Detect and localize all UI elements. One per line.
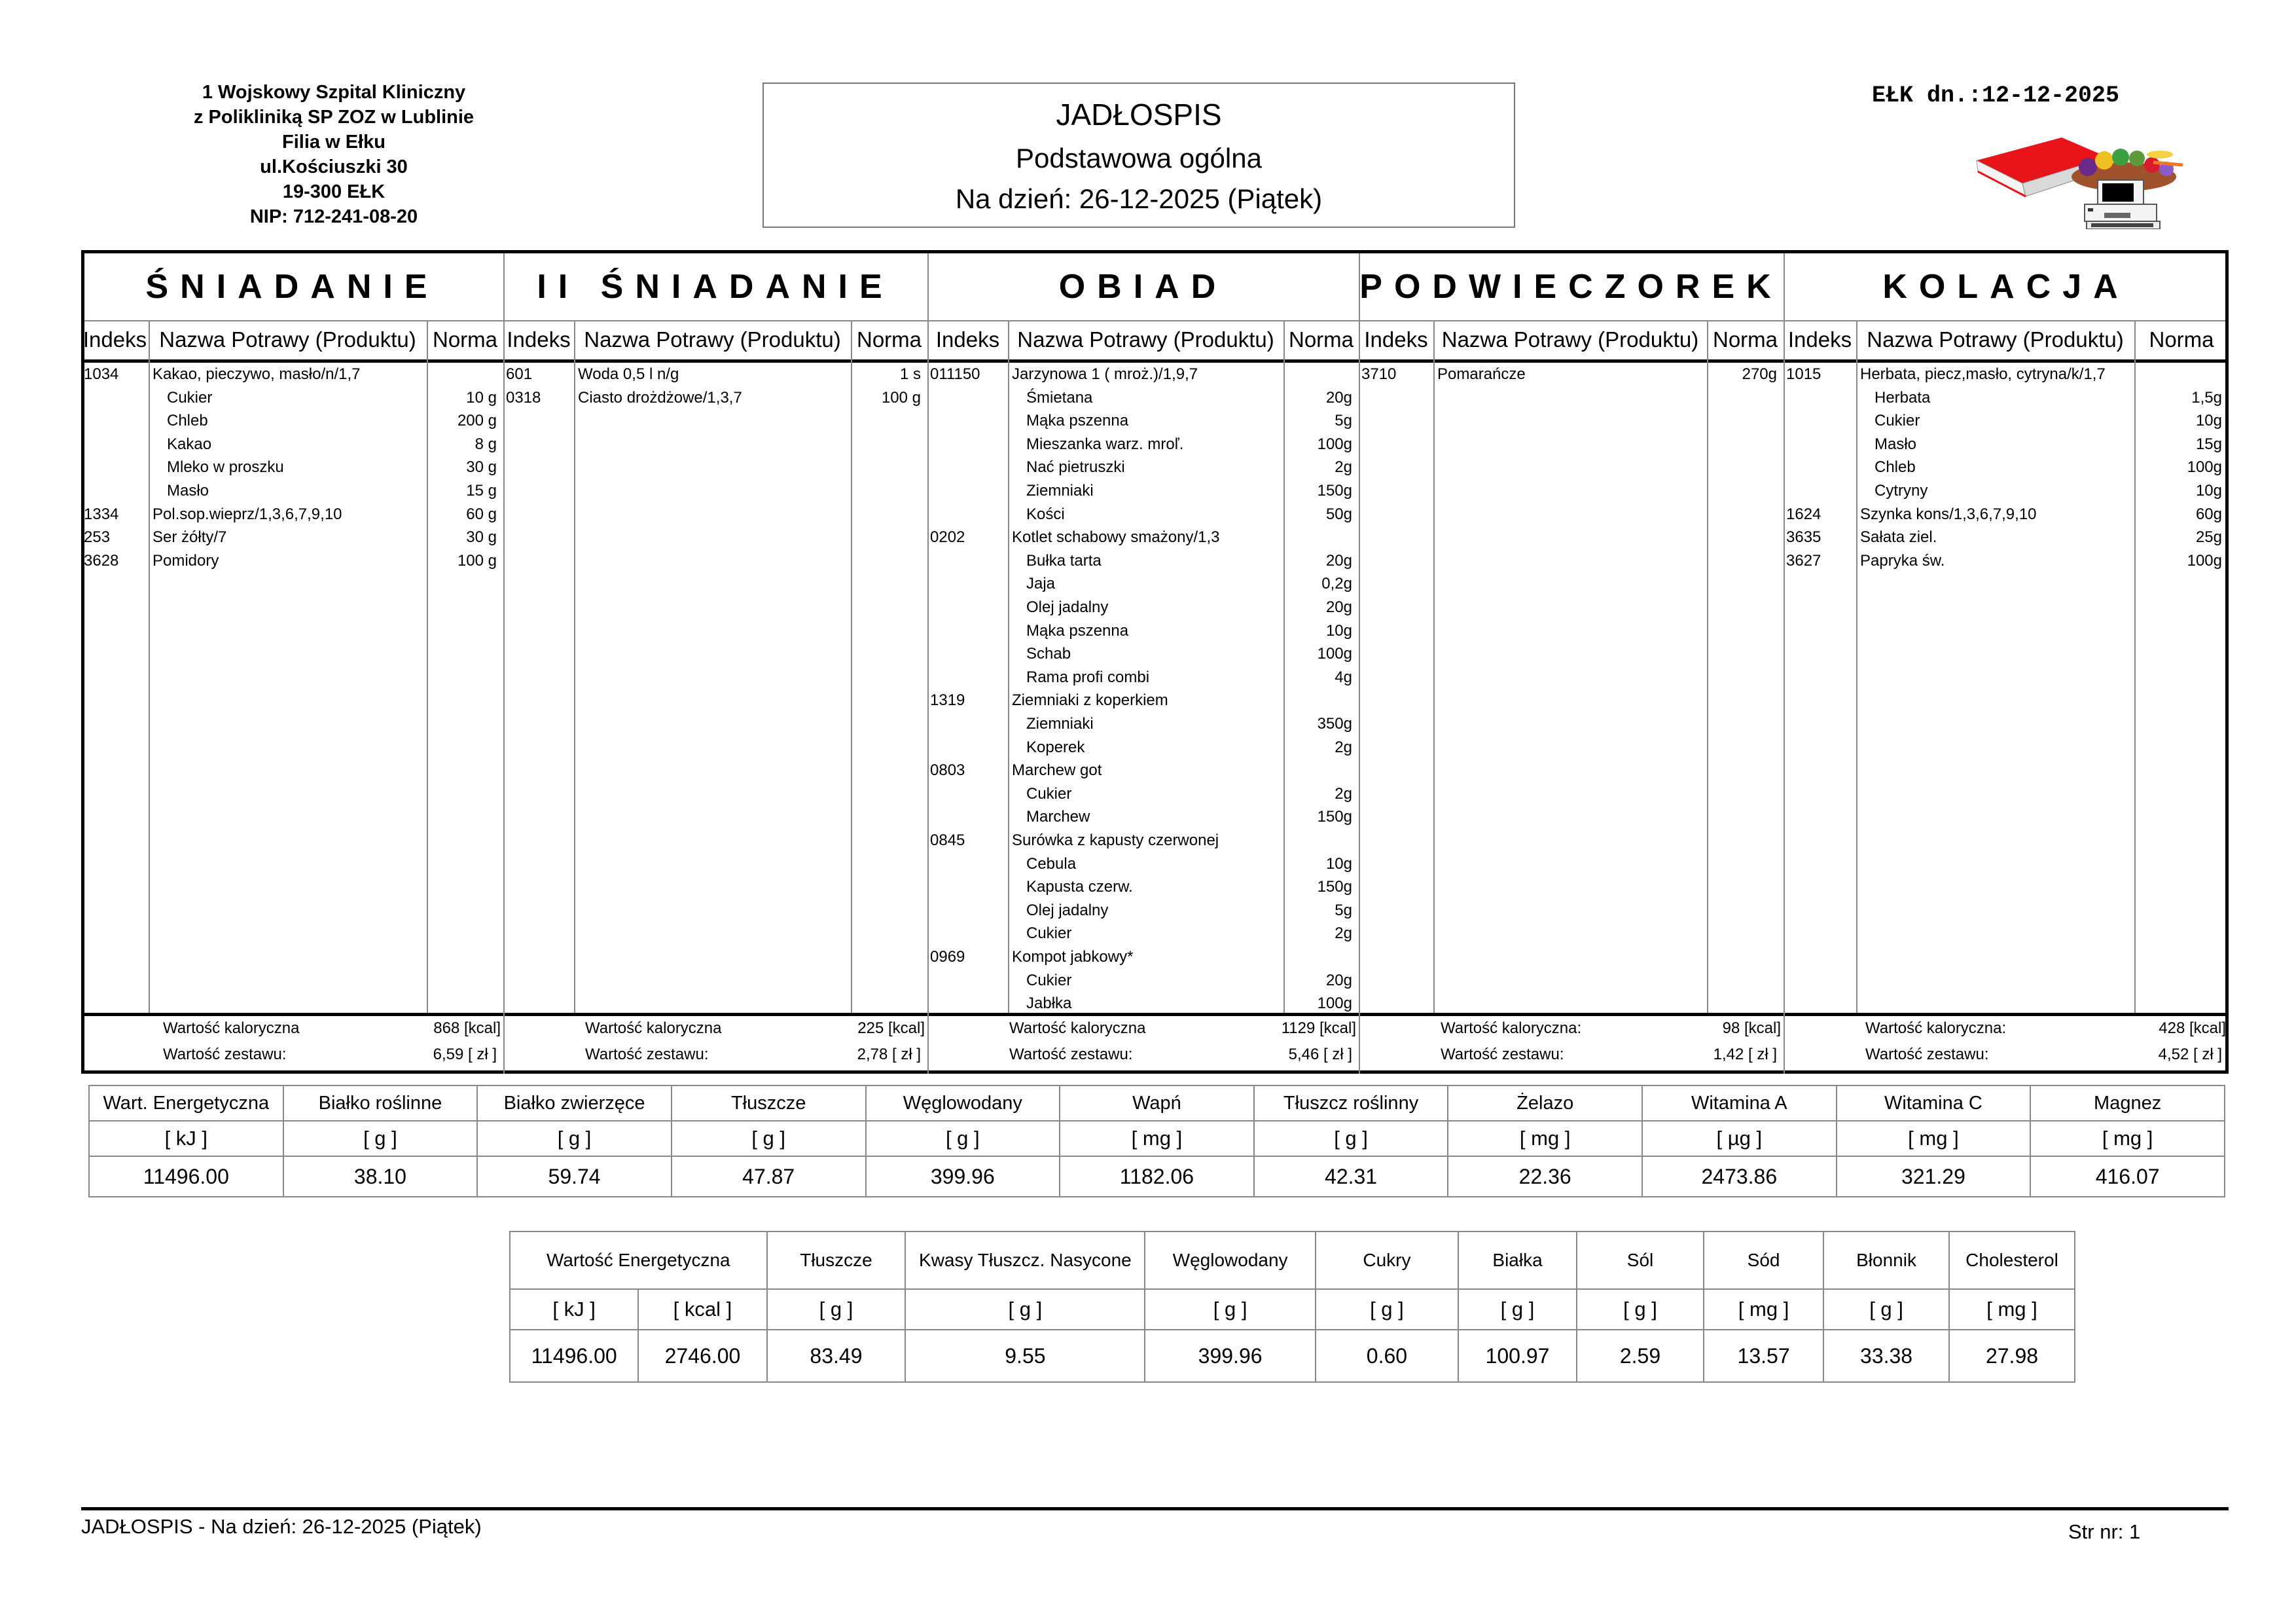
nut2-value: 13.57 xyxy=(1704,1330,1823,1382)
nut2-unit: [ g ] xyxy=(1823,1289,1949,1330)
dish-name: Kotlet schabowy smażony/1,3 xyxy=(1012,528,1220,547)
ingredient-name: Herbata xyxy=(1874,388,1931,407)
nut1-value: 38.10 xyxy=(283,1156,478,1197)
cost-label: Wartość zestawu: xyxy=(585,1046,709,1063)
ingredient-name: Chleb xyxy=(167,412,208,430)
dish-index xyxy=(927,875,1011,899)
nut1-header: Białko roślinne xyxy=(283,1085,478,1121)
dish-index xyxy=(927,969,1011,993)
dish-index xyxy=(927,899,1011,922)
column-header-norm: Norma xyxy=(432,327,498,352)
meal-title: KOLACJA xyxy=(1882,268,2130,306)
ingredient-name: Kapusta czerw. xyxy=(1026,878,1133,896)
cost-label: Wartość zestawu: xyxy=(1865,1046,1989,1063)
footer-divider xyxy=(81,1507,2229,1510)
dish-index xyxy=(927,852,1011,876)
nut1-unit: [ g ] xyxy=(672,1121,866,1156)
calorie-label: Wartość kaloryczna: xyxy=(1865,1019,2007,1037)
portion-norm: 20g xyxy=(1325,388,1352,407)
dish-name: Ziemniaki z koperkiem xyxy=(1012,691,1168,710)
dish-index: 0202 xyxy=(930,528,965,547)
nut1-value: 22.36 xyxy=(1448,1156,1642,1197)
meal-title: ŚNIADANIE xyxy=(145,268,439,306)
nut2-value: 83.49 xyxy=(767,1330,906,1382)
nut1-header: Tłuszcz roślinny xyxy=(1254,1085,1448,1121)
ingredient-name: Śmietana xyxy=(1026,388,1093,407)
column-header-norm: Norma xyxy=(1288,327,1354,352)
nut2-unit: [ g ] xyxy=(905,1289,1145,1330)
column-header-name: Nazwa Potrawy (Produktu) xyxy=(159,327,416,352)
ingredient-name: Cukier xyxy=(1026,784,1072,803)
ingredient-name: Cebula xyxy=(1026,854,1077,873)
ingredient-name: Rama profi combi xyxy=(1026,668,1150,686)
ingredient-name: Jabłka xyxy=(1026,994,1072,1013)
column-header-index: Indeks xyxy=(1364,327,1428,352)
dish-name: Marchew got xyxy=(1012,761,1102,780)
footer-title: JADŁOSPIS - Na dzień: 26-12-2025 (Piątek) xyxy=(81,1515,482,1538)
nut1-unit: [ kJ ] xyxy=(89,1121,283,1156)
portion-norm: 15g xyxy=(2195,435,2222,453)
nut2-unit: [ g ] xyxy=(1316,1289,1458,1330)
portion-norm: 1,5g xyxy=(2191,388,2222,407)
portion-norm: 60g xyxy=(2195,505,2222,523)
nut2-value: 11496.00 xyxy=(510,1330,638,1382)
ingredient-name: Masło xyxy=(167,482,209,500)
dish-index xyxy=(1784,386,1859,410)
ingredient-name: Nać pietruszki xyxy=(1026,458,1125,477)
nut2-header: Węglowodany xyxy=(1145,1231,1315,1289)
nut2-value: 33.38 xyxy=(1823,1330,1949,1382)
ingredient-name: Bułka tarta xyxy=(1026,551,1102,570)
ingredient-name: Ziemniaki xyxy=(1026,715,1094,733)
dish-index: 1334 xyxy=(84,505,119,523)
dish-index xyxy=(1784,409,1859,433)
portion-norm: 10 g xyxy=(466,388,497,407)
calorie-value: 225 [kcal] xyxy=(857,1019,925,1037)
nut2-unit: [ kcal ] xyxy=(638,1289,766,1330)
cost-label: Wartość zestawu: xyxy=(1009,1046,1133,1063)
institution-line: NIP: 712-241-08-20 xyxy=(249,206,418,227)
nut2-value: 2.59 xyxy=(1577,1330,1704,1382)
dish-index: 1319 xyxy=(930,691,965,710)
dish-index xyxy=(927,386,1011,410)
dish-index: 0803 xyxy=(930,761,965,780)
dish-name: Herbata, piecz,masło, cytryna/k/1,7 xyxy=(1860,365,2106,383)
column-header-name: Nazwa Potrawy (Produktu) xyxy=(1441,327,1699,352)
cost-label: Wartość zestawu: xyxy=(1441,1046,1564,1063)
portion-norm: 5g xyxy=(1335,901,1352,919)
sub-column-divider xyxy=(574,320,575,1013)
cost-value: 2,78 [ zł ] xyxy=(857,1046,921,1063)
nut2-header: Tłuszcze xyxy=(767,1231,906,1289)
nut1-value: 416.07 xyxy=(2030,1156,2225,1197)
dish-index: 1624 xyxy=(1786,505,1821,523)
ingredient-name: Cukier xyxy=(1026,971,1072,989)
dish-index: 3628 xyxy=(84,551,119,570)
nut2-value: 2746.00 xyxy=(638,1330,766,1382)
page-number: Str nr: 1 xyxy=(2068,1520,2141,1543)
dish-index xyxy=(927,549,1011,573)
dish-name: Ser żółty/7 xyxy=(152,528,227,547)
dish-name: Pomidory xyxy=(152,551,219,570)
calorie-value: 98 [kcal] xyxy=(1722,1019,1781,1037)
dish-index xyxy=(927,479,1011,503)
dish-index xyxy=(927,596,1011,619)
nut1-unit: [ µg ] xyxy=(1642,1121,1837,1156)
nut2-value: 0.60 xyxy=(1316,1330,1458,1382)
dish-index: 3635 xyxy=(1786,528,1821,547)
column-header-index: Indeks xyxy=(507,327,571,352)
nut2-unit: [ mg ] xyxy=(1949,1289,2075,1330)
dish-index xyxy=(81,456,151,479)
document-title: JADŁOSPIS xyxy=(1056,98,1222,132)
institution-line: Filia w Ełku xyxy=(282,132,386,153)
cost-value: 5,46 [ zł ] xyxy=(1288,1046,1352,1063)
institution-line: ul.Kościuszki 30 xyxy=(260,156,408,177)
nut1-value: 11496.00 xyxy=(89,1156,283,1197)
nut1-unit: [ mg ] xyxy=(1448,1121,1642,1156)
dish-name: Pol.sop.wieprz/1,3,6,7,9,10 xyxy=(152,505,342,523)
ingredient-name: Cukier xyxy=(1874,412,1920,430)
portion-norm xyxy=(1283,829,1359,852)
ingredient-name: Ziemniaki xyxy=(1026,482,1094,500)
nut1-value: 42.31 xyxy=(1254,1156,1448,1197)
nut1-header: Tłuszcze xyxy=(672,1085,866,1121)
portion-norm: 150g xyxy=(1317,878,1352,896)
dish-name: Surówka z kapusty czerwonej xyxy=(1012,831,1219,849)
dish-index: 253 xyxy=(84,528,111,547)
nut2-unit: [ g ] xyxy=(1458,1289,1577,1330)
dish-index: 0318 xyxy=(506,388,541,407)
portion-norm xyxy=(427,363,503,386)
dish-index xyxy=(927,642,1011,666)
nut2-unit: [ kJ ] xyxy=(510,1289,638,1330)
cost-value: 1,42 [ zł ] xyxy=(1713,1046,1777,1063)
sub-column-divider xyxy=(1707,320,1708,1013)
column-header-index: Indeks xyxy=(935,327,1000,352)
ingredient-name: Cukier xyxy=(1026,924,1072,943)
portion-norm xyxy=(1283,945,1359,969)
nut1-value: 321.29 xyxy=(1837,1156,2031,1197)
portion-norm: 100 g xyxy=(881,388,921,407)
dish-index: 1034 xyxy=(84,365,119,383)
nut1-header: Wart. Energetyczna xyxy=(89,1085,283,1121)
nut1-unit: [ g ] xyxy=(477,1121,672,1156)
dish-index xyxy=(927,409,1011,433)
cost-label: Wartość zestawu: xyxy=(163,1046,287,1063)
column-header-norm: Norma xyxy=(1712,327,1778,352)
portion-norm: 2g xyxy=(1335,784,1352,803)
sub-column-divider xyxy=(851,320,852,1013)
portion-norm: 25g xyxy=(2195,528,2222,547)
nutrition-table-2 xyxy=(509,1231,2075,1383)
portion-norm: 30 g xyxy=(466,528,497,547)
place-date: EŁK dn.:12-12-2025 xyxy=(1872,82,2120,109)
portion-norm: 100g xyxy=(1317,435,1352,453)
dish-index xyxy=(927,503,1011,526)
nut2-value: 399.96 xyxy=(1145,1330,1315,1382)
book-fruit-computer-icon xyxy=(1957,131,2193,229)
nut2-header: Cholesterol xyxy=(1949,1231,2075,1289)
nut2-header: Kwasy Tłuszcz. Nasycone xyxy=(905,1231,1145,1289)
ingredient-name: Cukier xyxy=(167,388,213,407)
portion-norm xyxy=(1283,363,1359,386)
portion-norm: 10g xyxy=(1325,854,1352,873)
nut2-value: 27.98 xyxy=(1949,1330,2075,1382)
ingredient-name: Jaja xyxy=(1026,575,1056,593)
portion-norm: 270g xyxy=(1742,365,1777,383)
nut1-unit: [ g ] xyxy=(1254,1121,1448,1156)
nut1-header: Żelazo xyxy=(1448,1085,1642,1121)
institution-address xyxy=(124,80,543,229)
nut1-unit: [ mg ] xyxy=(2030,1121,2225,1156)
dish-index xyxy=(81,433,151,456)
portion-norm: 8 g xyxy=(475,435,497,453)
institution-line: 19-300 EŁK xyxy=(282,181,386,202)
dish-index xyxy=(1784,433,1859,456)
dish-index: 011150 xyxy=(930,365,980,383)
dish-name: Woda 0,5 l n/g xyxy=(578,365,679,383)
dish-index xyxy=(927,805,1011,829)
dish-index: 1015 xyxy=(1786,365,1821,383)
nut1-value: 2473.86 xyxy=(1642,1156,1837,1197)
dish-index: 601 xyxy=(506,365,533,383)
portion-norm: 20g xyxy=(1325,551,1352,570)
nut1-unit: [ mg ] xyxy=(1837,1121,2031,1156)
dish-name: Sałata ziel. xyxy=(1860,528,1937,547)
portion-norm: 50g xyxy=(1325,505,1352,523)
dish-index: 3710 xyxy=(1361,365,1397,383)
portion-norm: 60 g xyxy=(466,505,497,523)
dish-index xyxy=(927,736,1011,759)
portion-norm: 150g xyxy=(1317,482,1352,500)
dish-name: Ciasto drożdżowe/1,3,7 xyxy=(578,388,742,407)
nut1-header: Witamina A xyxy=(1642,1085,1837,1121)
nut1-header: Białko zwierzęce xyxy=(477,1085,672,1121)
nut2-unit: [ g ] xyxy=(767,1289,906,1330)
column-header-name: Nazwa Potrawy (Produktu) xyxy=(1867,327,2124,352)
cost-value: 4,52 [ zł ] xyxy=(2158,1046,2222,1063)
portion-norm: 2g xyxy=(1335,738,1352,756)
nut2-header: Sód xyxy=(1704,1231,1823,1289)
portion-norm: 1 s xyxy=(899,365,921,383)
dish-index xyxy=(1784,479,1859,503)
calorie-value: 428 [kcal] xyxy=(2159,1019,2226,1037)
nut2-unit: [ mg ] xyxy=(1704,1289,1823,1330)
nut1-header: Witamina C xyxy=(1837,1085,2031,1121)
ingredient-name: Schab xyxy=(1026,645,1071,663)
nut1-unit: [ mg ] xyxy=(1060,1121,1254,1156)
nut1-value: 399.96 xyxy=(866,1156,1060,1197)
ingredient-name: Mąka pszenna xyxy=(1026,412,1129,430)
nut2-header: Białka xyxy=(1458,1231,1577,1289)
dish-index xyxy=(81,409,151,433)
portion-norm: 20g xyxy=(1325,971,1352,989)
portion-norm: 10g xyxy=(1325,621,1352,640)
portion-norm: 10g xyxy=(2195,412,2222,430)
ingredient-name: Masło xyxy=(1874,435,1917,453)
portion-norm: 150g xyxy=(1317,808,1352,826)
ingredient-name: Olej jadalny xyxy=(1026,598,1109,616)
ingredient-name: Cytryny xyxy=(1874,482,1928,500)
nut2-header: Błonnik xyxy=(1823,1231,1949,1289)
nut2-value: 9.55 xyxy=(905,1330,1145,1382)
portion-norm: 20g xyxy=(1325,598,1352,616)
dish-index xyxy=(927,572,1011,596)
dish-index xyxy=(927,433,1011,456)
diet-name: Podstawowa ogólna xyxy=(1016,143,1262,173)
calorie-value: 1129 [kcal] xyxy=(1281,1019,1356,1037)
portion-norm: 0,2g xyxy=(1321,575,1352,593)
nut1-unit: [ g ] xyxy=(866,1121,1060,1156)
dish-name: Kompot jabkowy* xyxy=(1012,948,1134,966)
portion-norm xyxy=(1283,759,1359,782)
dish-index xyxy=(927,456,1011,479)
portion-norm: 100 g xyxy=(457,551,497,570)
nut1-value: 1182.06 xyxy=(1060,1156,1254,1197)
dish-index xyxy=(927,666,1011,689)
portion-norm: 100g xyxy=(1317,645,1352,663)
sub-column-divider xyxy=(1433,320,1435,1013)
calorie-label: Wartość kaloryczna xyxy=(163,1019,300,1037)
meal-title: OBIAD xyxy=(1058,268,1228,306)
nut1-header: Węglowodany xyxy=(866,1085,1060,1121)
dish-index xyxy=(1784,456,1859,479)
column-header-norm: Norma xyxy=(856,327,922,352)
institution-line: 1 Wojskowy Szpital Kliniczny xyxy=(202,82,466,103)
portion-norm: 2g xyxy=(1335,458,1352,477)
dish-index xyxy=(927,619,1011,643)
dish-index xyxy=(81,479,151,503)
portion-norm: 200 g xyxy=(457,412,497,430)
calorie-label: Wartość kaloryczna xyxy=(585,1019,722,1037)
ingredient-name: Koperek xyxy=(1026,738,1085,756)
dish-index xyxy=(81,386,151,410)
portion-norm: 100g xyxy=(1317,994,1352,1013)
ingredient-name: Chleb xyxy=(1874,458,1916,477)
nut2-header: Sól xyxy=(1577,1231,1704,1289)
column-header-index: Indeks xyxy=(82,327,147,352)
nut1-header: Magnez xyxy=(2030,1085,2225,1121)
dish-index: 0845 xyxy=(930,831,965,849)
column-header-name: Nazwa Potrawy (Produktu) xyxy=(584,327,841,352)
portion-norm: 4g xyxy=(1335,668,1352,686)
dish-name: Pomarańcze xyxy=(1437,365,1526,383)
dish-index xyxy=(927,992,1011,1015)
institution-line: z Polikliniką SP ZOZ w Lublinie xyxy=(193,107,475,128)
portion-norm xyxy=(2134,363,2229,386)
nut2-unit: [ g ] xyxy=(1145,1289,1315,1330)
ingredient-name: Mieszanka warz. mroľ. xyxy=(1026,435,1184,453)
dish-index xyxy=(927,712,1011,736)
nut2-header: Cukry xyxy=(1316,1231,1458,1289)
meal-title: PODWIECZOREK xyxy=(1359,268,1783,306)
ingredient-name: Olej jadalny xyxy=(1026,901,1109,919)
portion-norm: 30 g xyxy=(466,458,497,477)
nutrition-table-1 xyxy=(88,1085,2225,1197)
nut1-header: Wapń xyxy=(1060,1085,1254,1121)
ingredient-name: Kości xyxy=(1026,505,1065,523)
ingredient-name: Marchew xyxy=(1026,808,1090,826)
portion-norm xyxy=(1283,689,1359,712)
title-box xyxy=(762,82,1515,228)
cost-value: 6,59 [ zł ] xyxy=(433,1046,497,1063)
meal-title: II ŚNIADANIE xyxy=(537,268,894,306)
nut2-value: 100.97 xyxy=(1458,1330,1577,1382)
portion-norm: 100g xyxy=(2187,458,2222,477)
column-header-index: Indeks xyxy=(1787,327,1852,352)
calorie-label: Wartość kaloryczna xyxy=(1009,1019,1146,1037)
ingredient-name: Mleko w proszku xyxy=(167,458,284,477)
dish-index: 0969 xyxy=(930,948,965,966)
dish-name: Jarzynowa 1 ( mroż.)/1,9,7 xyxy=(1012,365,1198,383)
dish-index xyxy=(927,922,1011,945)
dish-name: Kakao, pieczywo, masło/n/1,7 xyxy=(152,365,361,383)
portion-norm: 100g xyxy=(2187,551,2222,570)
nut1-value: 59.74 xyxy=(477,1156,672,1197)
portion-norm: 15 g xyxy=(466,482,497,500)
portion-norm: 2g xyxy=(1335,924,1352,943)
portion-norm xyxy=(1283,526,1359,549)
dish-index: 3627 xyxy=(1786,551,1821,570)
portion-norm: 350g xyxy=(1317,715,1352,733)
portion-norm: 5g xyxy=(1335,412,1352,430)
portion-norm: 10g xyxy=(2195,482,2222,500)
dish-index xyxy=(927,782,1011,806)
ingredient-name: Mąka pszenna xyxy=(1026,621,1129,640)
calorie-value: 868 [kcal] xyxy=(433,1019,501,1037)
meal-plan-table xyxy=(81,250,2229,1074)
menu-date: Na dzień: 26-12-2025 (Piątek) xyxy=(955,183,1323,214)
dish-name: Szynka kons/1,3,6,7,9,10 xyxy=(1860,505,2037,523)
column-header-name: Nazwa Potrawy (Produktu) xyxy=(1017,327,1274,352)
nut2-unit: [ g ] xyxy=(1577,1289,1704,1330)
ingredient-name: Kakao xyxy=(167,435,212,453)
calorie-label: Wartość kaloryczna: xyxy=(1441,1019,1582,1037)
nut1-value: 47.87 xyxy=(672,1156,866,1197)
dish-name: Papryka św. xyxy=(1860,551,1945,570)
nut2-header-energy: Wartość Energetyczna xyxy=(510,1231,767,1289)
column-header-norm: Norma xyxy=(2149,327,2214,352)
nut1-unit: [ g ] xyxy=(283,1121,478,1156)
